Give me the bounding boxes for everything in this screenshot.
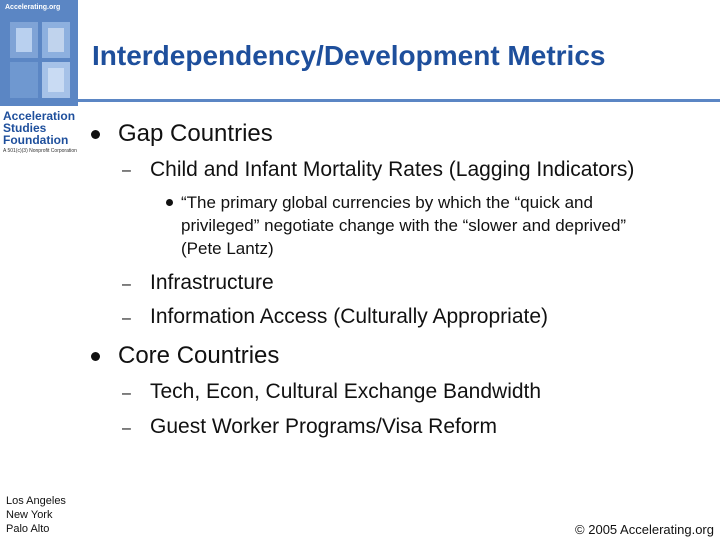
- city-list: [6, 494, 66, 536]
- bullet-dot-icon: [91, 352, 100, 361]
- sub-bullet-information-access: Information Access (Culturally Appropriate): [150, 305, 549, 328]
- bullet-gap-countries: Gap Countries: [118, 120, 273, 147]
- sub-bullet-child-mortality: Child and Infant Mortality Rates (Lagging Indicators): [150, 158, 635, 181]
- dash-icon: –: [122, 420, 131, 437]
- slide-title: Interdependency/Development Metrics: [92, 40, 606, 71]
- bullet-dot-icon: [166, 199, 173, 206]
- logo-line-3: Foundation: [3, 133, 69, 147]
- quote-line-3: (Pete Lantz): [181, 239, 274, 258]
- dash-icon: –: [122, 310, 131, 327]
- quote-line-1: “The primary global currencies by which the “quick and: [181, 193, 593, 212]
- sub-bullet-guest-worker: Guest Worker Programs/Visa Reform: [150, 415, 497, 438]
- logo-tagline: A 501(c)(3) Nonprofit Corporation: [3, 148, 77, 154]
- dash-icon: –: [122, 385, 131, 402]
- dash-icon: –: [122, 162, 131, 179]
- dash-icon: –: [122, 276, 131, 293]
- sub-bullet-bandwidth: Tech, Econ, Cultural Exchange Bandwidth: [150, 380, 542, 403]
- sub-bullet-infrastructure: Infrastructure: [150, 271, 274, 294]
- bullet-dot-icon: [91, 130, 100, 139]
- quote-line-2: privileged” negotiate change with the “slower and deprived”: [181, 216, 627, 235]
- title-rule: [78, 99, 720, 102]
- logo-panel: [0, 0, 78, 106]
- logo-squares-graphic: [8, 20, 72, 100]
- bullet-core-countries: Core Countries: [118, 342, 280, 369]
- foundation-logo: [3, 110, 78, 155]
- sidebar: [0, 0, 78, 540]
- city-palo-alto: Palo Alto: [6, 523, 50, 535]
- logo-line-2: Studies: [3, 121, 47, 135]
- city-new-york: New York: [6, 509, 53, 521]
- logo-line-1: Acceleration: [3, 109, 76, 123]
- copyright-footer: © 2005 Accelerating.org: [575, 522, 714, 537]
- city-los-angeles: Los Angeles: [6, 495, 66, 507]
- site-label: Accelerating.org: [5, 4, 61, 11]
